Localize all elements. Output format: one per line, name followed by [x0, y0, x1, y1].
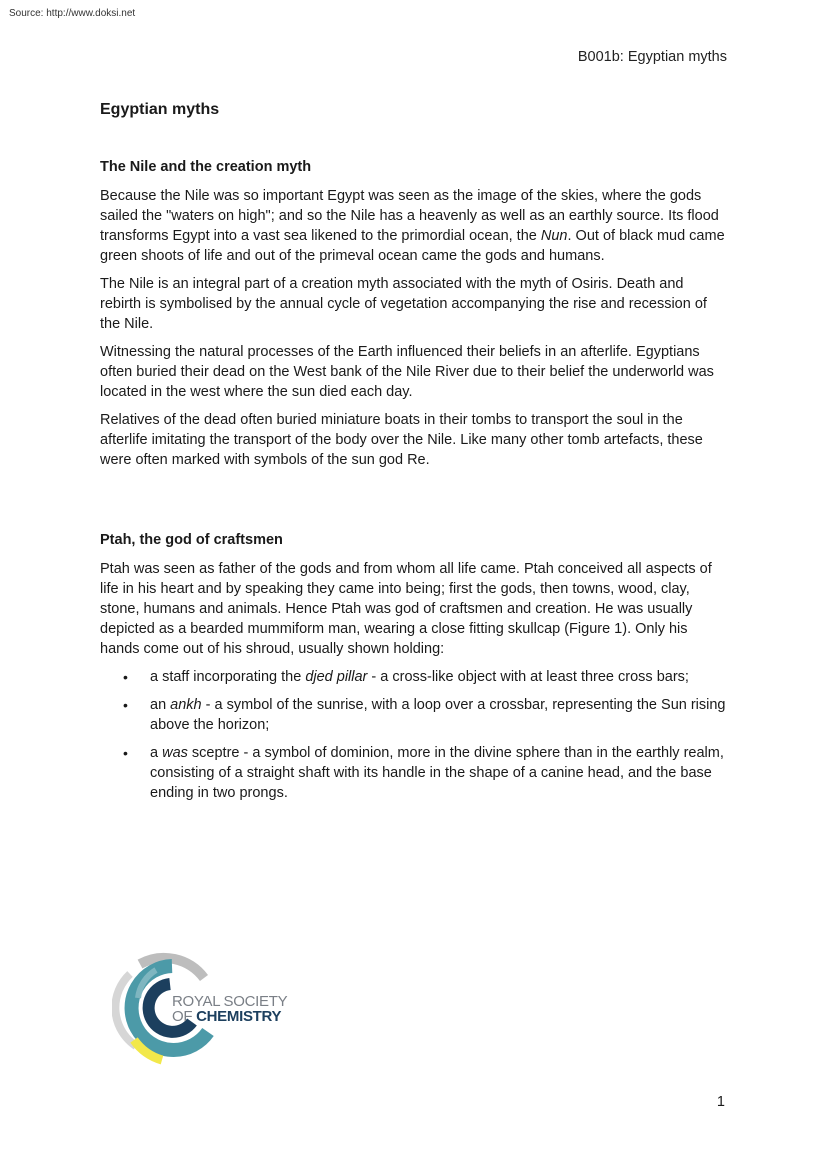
rsc-logo-text	[172, 994, 287, 1024]
list-item: • an ankh - a symbol of the sunrise, with a loop over a crossbar, representing the Sun rising above the horizon;	[123, 697, 726, 733]
bullet-list	[100, 667, 728, 803]
paragraph: Because the Nile was so important Egypt was seen as the image of the skies, where the gods sailed the "waters on high"; and so the Nile has a heavenly as well as an earthly source. Its flood transforms Egypt into a vast sea likened to the primordial ocean, the Nun. Out of black mud came green shoots of life and out of the primeval ocean came the gods and humans.	[100, 188, 725, 264]
logo-line-1: ROYAL SOCIETY	[172, 993, 288, 1010]
bullet-icon: •	[123, 697, 128, 713]
list-item: • a was sceptre - a symbol of dominion, more in the divine sphere than in the earthly realm, consisting of a straight shaft with its handle in the shape of a canine head, and the base ending in two prongs.	[123, 745, 724, 801]
source-line: Source: http://www.doksi.net	[9, 8, 136, 19]
paragraph: Ptah was seen as father of the gods and from whom all life came. Ptah conceived all aspects of life in his heart and by speaking they came into being; first the gods, then towns, wood, clay, stone, humans and animals. Hence Ptah was god of craftsmen and creation. He was usually depicted as a bearded mummiform man, wearing a close fitting skullcap (Figure 1). Only his hands come out of his shroud, usually shown holding:	[100, 561, 712, 657]
bullet-icon: •	[123, 745, 128, 761]
rsc-logo	[112, 948, 302, 1068]
paragraph: Witnessing the natural processes of the Earth influenced their beliefs in an afterlife. Egyptians often buried their dead on the West bank of the Nile River due to their belief the underworld was located in the west where the sun died each day.	[100, 344, 714, 400]
section-nile-creation	[100, 158, 728, 478]
page-number: 1	[716, 1094, 725, 1110]
logo-line-2: OF CHEMISTRY	[172, 1008, 282, 1025]
list-item: • a staff incorporating the djed pillar - a cross-like object with at least three cross bars;	[123, 669, 689, 685]
running-header: B001b: Egyptian myths	[577, 49, 727, 65]
section-ptah	[100, 531, 728, 811]
section-heading: The Nile and the creation myth	[100, 159, 312, 175]
paragraph: Relatives of the dead often buried miniature boats in their tombs to transport the soul in the afterlife imitating the transport of the body over the Nile. Like many other tomb artefacts, these were often marked with symbols of the sun god Re.	[100, 412, 703, 468]
section-heading: Ptah, the god of craftsmen	[100, 532, 283, 548]
paragraph: The Nile is an integral part of a creation myth associated with the myth of Osiris. Death and rebirth is symbolised by the annual cycle of vegetation accompanying the rise and recession of the Nile.	[100, 276, 707, 332]
document-title: Egyptian myths	[100, 101, 220, 118]
bullet-icon: •	[123, 669, 128, 685]
